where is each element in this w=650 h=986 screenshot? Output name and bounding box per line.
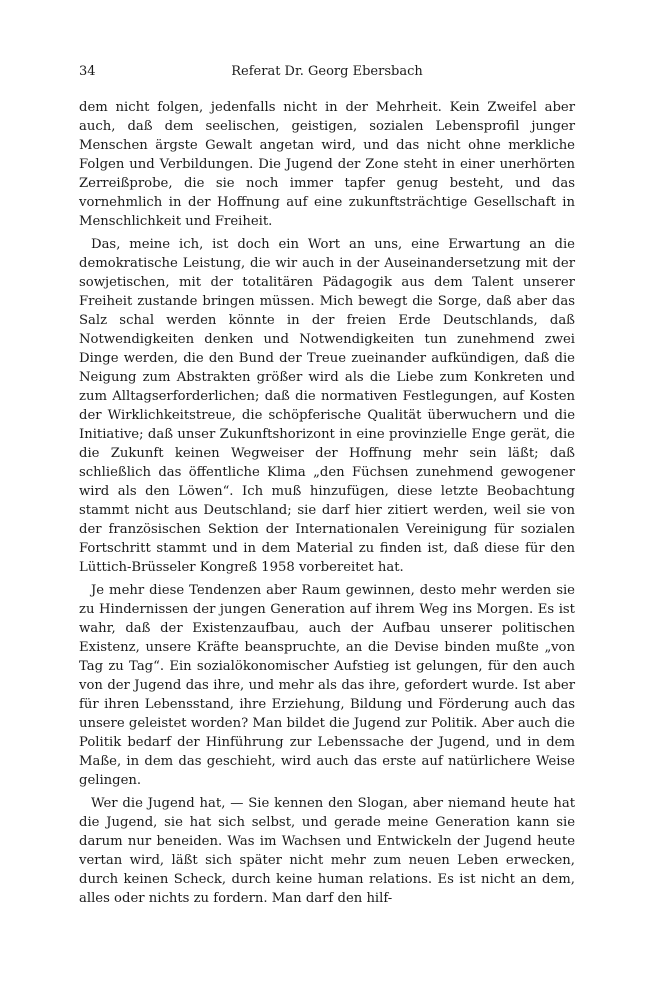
running-head [79,60,575,84]
paragraph-2: Das, meine ich, ist doch ein Wort an uns, eine Erwartung an die demokratische Leistung, die wir auch in der Auseinandersetzung mit der sowjetischen, mit der totalitären Pädagogik aus dem Talent unserer Freiheit zustande bringen müssen. Mich bewegt die Sorge, daß aber das Salz schal werden könnte in der freien Erde Deutschlands, daß Notwendigkeiten denken und Notwendigkeiten tun zunehmend zwei Dinge werden, die den Bund der Treue zueinander aufkündigen, daß die Neigung zum Abstrakten größer wird als die Liebe zum Konkreten und zum Alltagserforderlichen; daß die normativen Festlegungen, auf Kosten der Wirklichkeitstreue, die schöpferische Qualität überwuchern und die Initiative; daß unser Zukunftshorizont in eine provinzielle Enge gerät, die die Zukunft keinen Wegweiser der Hoffnung mehr sein läßt; daß schließlich das öffentliche Klima „den Füchsen zunehmend gewogener wird als den Löwen“. Ich muß hinzufügen, diese letzte Beobachtung stammt nicht aus Deutschland; sie darf hier zitiert werden, weil sie von der französischen Sektion der Internationalen Vereinigung für sozialen Fortschritt stammt und in dem Material zu finden ist, daß diese für den Lüttich-Brüsseler Kongreß 1958 vorbereitet hat. [79,237,575,575]
paragraph-4: Wer die Jugend hat, — Sie kennen den Slogan, aber niemand heute hat die Jugend, sie hat sich selbst, und gerade meine Generation kann sie darum nur beneiden. Was im Wachsen und Entwickeln der Jugend heute vertan wird, läßt sich später nicht mehr zum neuen Leben erwecken, durch keinen Scheck, durch keine human relations. Es ist nicht an dem, alles oder nichts zu fordern. Man darf den hilf- [79,796,575,906]
paragraph-1: dem nicht folgen, jedenfalls nicht in der Mehrheit. Kein Zweifel aber auch, daß dem seelischen, geistigen, sozialen Lebensprofil junger Menschen ärgste Gewalt angetan wird, und das nicht ohne merkliche Folgen und Verbildungen. Die Jugend der Zone steht in einer unerhörten Zerreißprobe, die sie noch immer tapfer genug besteht, und das vornehmlich in der Hoffnung auf eine zukunftsträchtige Gesellschaft in Menschlichkeit und Freiheit. [79,100,575,229]
body-text [79,98,575,908]
running-title: Referat Dr. Georg Ebersbach [231,64,423,79]
book-page [79,60,575,912]
paragraph-3: Je mehr diese Tendenzen aber Raum gewinnen, desto mehr werden sie zu Hindernissen der jungen Generation auf ihrem Weg ins Morgen. Es ist wahr, daß der Existenzaufbau, auch der Aufbau unserer politischen Existenz, unsere Kräfte beanspruchte, an die Devise binden mußte „von Tag zu Tag“. Ein sozialökonomischer Aufstieg ist gelungen, für den auch von der Jugend das ihre, und mehr als das ihre, gefordert wurde. Ist aber für ihren Lebensstand, ihre Erziehung, Bildung und Förderung auch das unsere geleistet worden? Man bildet die Jugend zur Politik. Aber auch die Politik bedarf der Hinführung zur Lebenssache der Jugend, und in dem Maße, in dem das geschieht, wird auch das erste auf natürlichere Weise gelingen. [79,583,575,788]
page-number: 34 [79,64,96,79]
